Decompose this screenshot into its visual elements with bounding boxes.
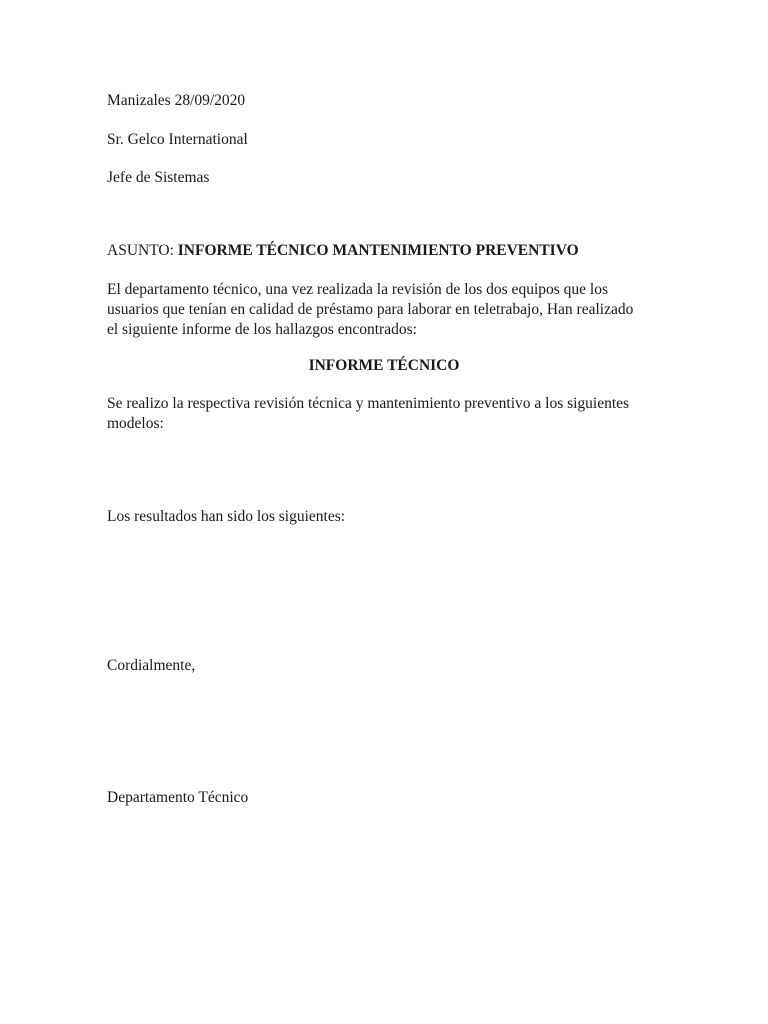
date-line: Manizales 28/09/2020 xyxy=(107,92,246,109)
subject-line xyxy=(107,241,579,261)
intro-line: El departamento técnico, una vez realizada la revisión de los dos equipos que los xyxy=(107,281,608,298)
recipient-role: Jefe de Sistemas xyxy=(107,169,210,186)
intro-paragraph xyxy=(107,280,672,340)
review-line: Se realizo la respectiva revisión técnica y mantenimiento preventivo a los siguientes xyxy=(107,395,630,412)
closing-line: Cordialmente, xyxy=(107,657,196,674)
intro-line: el siguiente informe de los hallazgos encontrados: xyxy=(107,321,417,338)
results-line: Los resultados han sido los siguientes: xyxy=(107,508,346,525)
report-title: INFORME TÉCNICO xyxy=(308,357,460,374)
intro-line: usuarios que tenían en calidad de préstamo para laborar en teletrabajo, Han realizado xyxy=(107,301,634,318)
subject-label: ASUNTO: xyxy=(107,242,174,259)
review-paragraph xyxy=(107,394,672,434)
subject-text: INFORME TÉCNICO MANTENIMIENTO PREVENTIVO xyxy=(177,242,579,259)
review-line: modelos: xyxy=(107,415,164,432)
recipient-name: Sr. Gelco International xyxy=(107,131,248,148)
signature-line: Departamento Técnico xyxy=(107,789,249,806)
